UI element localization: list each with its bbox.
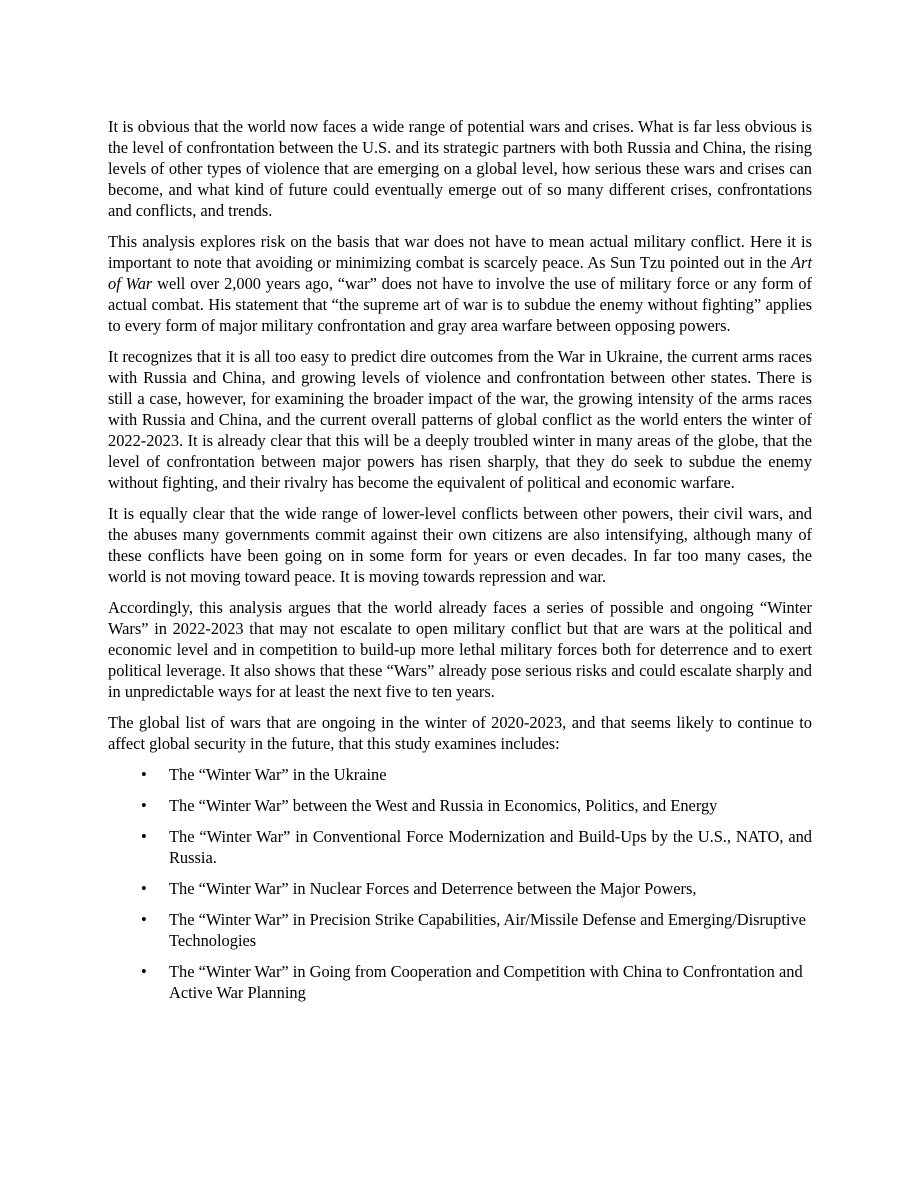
- list-item-text: The “Winter War” in the Ukraine: [169, 765, 387, 784]
- list-item: [108, 961, 812, 1003]
- bullet-icon: •: [141, 765, 147, 784]
- list-item-text: The “Winter War” between the West and Russia in Economics, Politics, and Energy: [169, 796, 718, 815]
- book-title-italic: Art of War: [108, 253, 812, 293]
- paragraph-accordingly: Accordingly, this analysis argues that the world already faces a series of possible and ongoing “Winter Wars” in 2022-2023 that may not escalate to open military conflict but that are wars at the political and economic level and in competition to build-up more lethal military forces both for deterrence and to exert political leverage. It also shows that these “Wars” already pose serious risks and could escalate sharply and in unpredictable ways for at least the next five to ten years.: [108, 598, 812, 701]
- list-item-text: The “Winter War” in Precision Strike Capabilities, Air/Missile Defense and Emerging/Disruptive Technologies: [169, 910, 806, 950]
- bullet-icon: •: [141, 796, 147, 815]
- list-item-text: The “Winter War” in Going from Cooperation and Competition with China to Confrontation and Active War Planning: [169, 962, 803, 1002]
- paragraph-equally-clear: It is equally clear that the wide range of lower-level conflicts between other powers, their civil wars, and the abuses many governments commit against their own citizens are also intensifying, although many of these conflicts have been going on in some form for years or even decades. In far too many cases, the world is not moving toward peace. It is moving towards repression and war.: [108, 504, 812, 586]
- list-item-text: The “Winter War” in Nuclear Forces and Deterrence between the Major Powers,: [169, 879, 697, 898]
- list-item: [108, 909, 812, 951]
- paragraph-intro: It is obvious that the world now faces a wide range of potential wars and crises. What is far less obvious is the level of confrontation between the U.S. and its strategic partners with both Russia and China, the rising levels of other types of violence that are emerging on a global level, how serious these wars and crises can become, and what kind of future could eventually emerge out of so many different crises, confrontations and conflicts, and trends.: [108, 117, 812, 220]
- list-item: [108, 878, 812, 899]
- bullet-icon: •: [141, 910, 147, 929]
- list-item-text: The “Winter War” in Conventional Force Modernization and Build-Ups by the U.S., NATO, and Russia.: [169, 827, 812, 867]
- winter-wars-list: [108, 764, 812, 1003]
- paragraph-sun-tzu-before: This analysis explores risk on the basis that war does not have to mean actual military conflict. Here it is important to note that avoiding or minimizing combat is scarcely peace. As Sun Tzu pointed out in the: [108, 232, 812, 272]
- list-item: [108, 826, 812, 868]
- list-item: [108, 795, 812, 816]
- paragraph-recognizes: It recognizes that it is all too easy to predict dire outcomes from the War in Ukraine, the current arms races with Russia and China, and growing levels of violence and confrontation between other states. There is still a case, however, for examining the broader impact of the war, the growing intensity of the arms races with Russia and China, and the current overall patterns of global conflict as the world enters the winter of 2022-2023. It is already clear that this will be a deeply troubled winter in many areas of the globe, that the level of confrontation between major powers has risen sharply, that they do seek to subdue the enemy without fighting, and their rivalry has become the equivalent of political and economic warfare.: [108, 347, 812, 492]
- document-page: [108, 116, 812, 1013]
- bullet-icon: •: [141, 879, 147, 898]
- bullet-icon: •: [141, 962, 147, 981]
- bullet-icon: •: [141, 827, 147, 846]
- paragraph-sun-tzu-after: well over 2,000 years ago, “war” does not have to involve the use of military force or any form of actual combat. His statement that “the supreme art of war is to subdue the enemy without fighting” applies to every form of major military confrontation and gray area warfare between opposing powers.: [108, 274, 812, 335]
- list-item: [108, 764, 812, 785]
- paragraph-global-list: The global list of wars that are ongoing in the winter of 2020-2023, and that seems likely to continue to affect global security in the future, that this study examines includes:: [108, 713, 812, 753]
- paragraph-sun-tzu: [108, 231, 812, 336]
